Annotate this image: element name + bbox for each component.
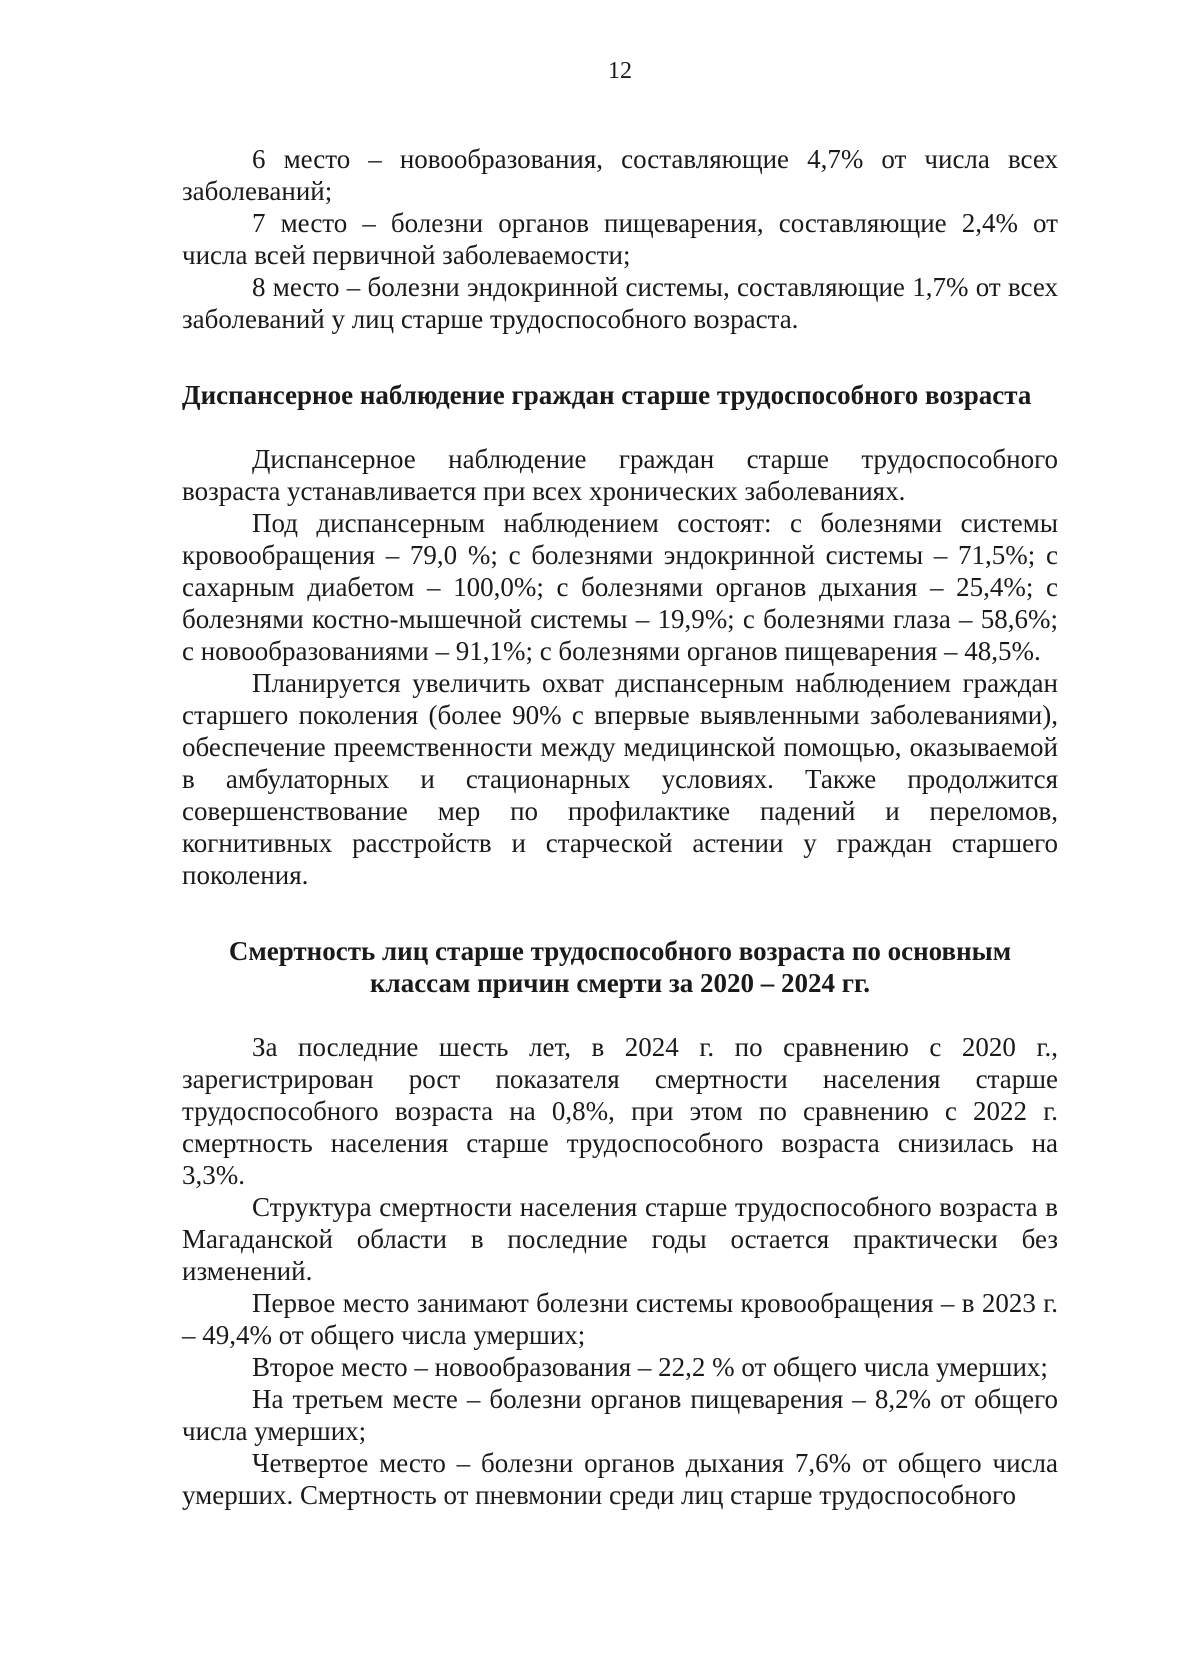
section-heading-mortality-line1: Смертность лиц старше трудоспособного возраста по основным [228, 936, 1012, 966]
paragraph-place-6: 6 место – новообразования, составляющие 4,7% от числа всех заболеваний; [182, 144, 1058, 206]
section-heading-dispensary: Диспансерное наблюдение граждан старше трудоспособного возраста [182, 380, 1032, 410]
paragraph-place-7: 7 место – болезни органов пищеварения, составляющие 2,4% от числа всей первичной заболеваемости; [182, 208, 1058, 270]
paragraph-mortality-fourth: Четвертое место – болезни органов дыхания 7,6% от общего числа умерших. Смертность от пневмонии среди лиц старше трудоспособного [182, 1448, 1058, 1510]
paragraph-mortality-structure: Структура смертности населения старше трудоспособного возраста в Магаданской области в последние годы остается практически без изменений. [182, 1192, 1058, 1286]
paragraph-mortality-first: Первое место занимают болезни системы кровообращения – в 2023 г. – 49,4% от общего числа умерших; [182, 1288, 1058, 1350]
paragraph-dispensary-plans: Планируется увеличить охват диспансерным наблюдением граждан старшего поколения (более 90% с впервые выявленными заболеваниями), обеспечение преемственности между медицинской помощью, оказываемой в амбулаторных и стационарных условиях. Также продолжится совершенствование мер по профилактике падений и переломов, когнитивных расстройств и старческой астении у граждан старшего поколения. [182, 668, 1058, 890]
paragraph-place-8: 8 место – болезни эндокринной системы, составляющие 1,7% от всех заболеваний у лиц старше трудоспособного возраста. [182, 272, 1058, 334]
document-body [182, 143, 1058, 1511]
paragraph-mortality-third: На третьем месте – болезни органов пищеварения – 8,2% от общего числа умерших; [182, 1384, 1058, 1446]
paragraph-dispensary-intro: Диспансерное наблюдение граждан старше трудоспособного возраста устанавливается при всех хронических заболеваниях. [182, 444, 1058, 506]
paragraph-dispensary-coverage: Под диспансерным наблюдением состоят: с болезнями системы кровообращения – 79,0 %; с болезнями эндокринной системы – 71,5%; с сахарным диабетом – 100,0%; с болезнями органов дыхания – 25,4%; с болезнями костно-мышечной системы – 19,9%; с болезнями глаза – 58,6%; с новообразованиями – 91,1%; с болезнями органов пищеварения – 48,5%. [182, 508, 1058, 666]
section-heading-mortality [182, 935, 1058, 999]
page-number: 12 [608, 58, 632, 84]
paragraph-mortality-trend: За последние шесть лет, в 2024 г. по сравнению с 2020 г., зарегистрирован рост показателя смертности населения старше трудоспособного возраста на 0,8%, при этом по сравнению с 2022 г. смертность населения старше трудоспособного возраста снизилась на 3,3%. [182, 1032, 1058, 1190]
section-heading-mortality-line2: классам причин смерти за 2020 – 2024 гг. [369, 968, 871, 998]
paragraph-mortality-second: Второе место – новообразования – 22,2 % от общего числа умерших; [252, 1352, 1048, 1382]
